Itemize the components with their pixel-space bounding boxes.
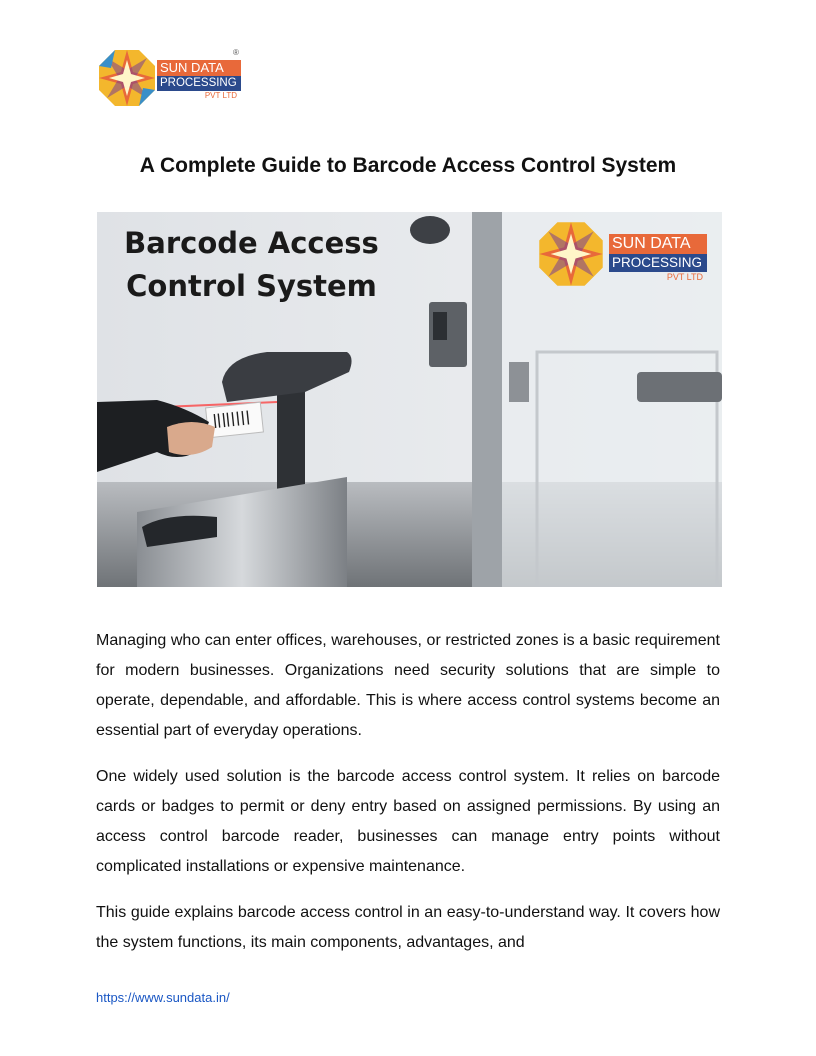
logo-line1: SUN DATA [157,60,241,76]
paragraph: One widely used solution is the barcode access control system. It relies on barcode cards or badges to permit or deny entry based on assigned permissions. By using an access control barcode reader, businesses can manage entry points without complicated installations or expensive maintenance. [96,768,720,875]
paragraph: Managing who can enter offices, warehouses, or restricted zones is a basic requirement for modern businesses. Organizations need security solutions that are simple to operate, dependable, and affordable. This is where access control systems become an essential part of everyday operations. [96,632,720,739]
logo-line3: PVT LTD [204,91,237,100]
page-title: A Complete Guide to Barcode Access Control System [139,154,677,177]
hero-heading: Barcode Access Control System [124,226,379,303]
company-logo: ® SUN DATA PROCESSING PVT LTD [97,48,247,110]
hero-image [97,212,722,587]
footer-website-link[interactable]: https://www.sundata.in/ [96,990,230,1005]
article-body [96,626,720,974]
paragraph: This guide explains barcode access control in an easy-to-understand way. It covers how the system functions, its main components, advantages, and [96,904,720,951]
logo-line2: PROCESSING [157,76,241,91]
hero-logo: SUN DATA PROCESSING PVT LTD [537,220,712,290]
sun-logo-icon [537,220,605,288]
sun-logo-icon [97,48,157,108]
